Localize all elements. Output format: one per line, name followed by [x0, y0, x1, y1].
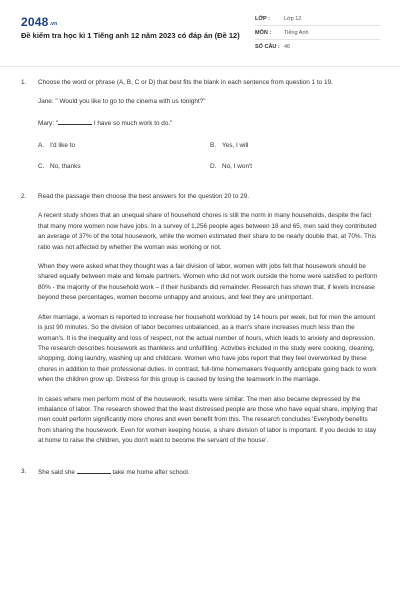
- option-key: C.: [38, 162, 45, 170]
- option-key: D.: [210, 162, 217, 170]
- question-3: [0, 467, 400, 478]
- exam-title: Đề kiểm tra học kì 1 Tiếng anh 12 năm 2023 có đáp án (Đề 12): [21, 31, 240, 40]
- question-1: [0, 78, 400, 88]
- questions-content: [0, 78, 400, 478]
- question-2: [0, 192, 400, 202]
- answer-options: [38, 141, 378, 172]
- sentence-suffix: take me home after school.: [112, 468, 190, 476]
- question-number: 1.: [21, 79, 27, 86]
- option-text: No, thanks: [50, 162, 81, 170]
- question-prompt: [38, 467, 378, 478]
- option-text: No, I won't: [222, 162, 252, 170]
- meta-row-question-count: [255, 40, 380, 54]
- answer-blank: [58, 118, 92, 125]
- option-key: B.: [210, 142, 217, 150]
- logo-suffix: .vn: [49, 21, 58, 27]
- question-prompt: Read the passage then choose the best answers for the question 20 to 29.: [38, 193, 250, 201]
- exam-meta: [255, 12, 380, 54]
- meta-value: 46: [284, 44, 291, 50]
- dialogue-line-jane: Jane: " Would you like to go to the cinema with us tonight?": [38, 98, 206, 106]
- meta-value: Lớp 12: [284, 15, 302, 22]
- logo-text: 2048: [21, 15, 49, 29]
- option-text: I'd like to: [50, 142, 76, 150]
- meta-label: MÔN :: [255, 29, 272, 36]
- dialogue-line-mary: [38, 118, 378, 129]
- option-d[interactable]: [210, 162, 378, 172]
- passage-paragraph: When they were asked what they thought was a fair division of labor, women with jobs felt that housework should be shared equally between male and female partners. Women who did not work outside the home were satisfied to perform 80% - the majority of the household work – if their husbands did remainder. Research has shown that, if levels increase beyond these percentages, women become unhappy and anxious, and feel they are unimportant.: [38, 263, 378, 302]
- option-key: A.: [38, 142, 45, 150]
- option-text: Yes, I will: [222, 142, 249, 150]
- question-prompt: Choose the word or phrase (A, B, C or D) that best fits the blank in each sentence from question 1 to 19.: [38, 79, 333, 86]
- passage-paragraph: After marriage, a woman is reported to increase her household workload by 14 hours per week, but for men the amount is just 90 minutes. So the division of labor becomes unbalanced, as a man's share increases much less than the woman's. It is the inequality and loss of respect, not the actual number of hours, which leads to anxiety and depression. The research describes housework as thankless and unfulfilling. Activities included in the study were cooking, cleaning, shopping, doing laundry, washing up and childcare. Women who have jobs report that they feel overworked by these chores in addition to their professional duties. In contrast, full-time homemakers frequently anticipate going back to work when the children grow up. Distress for this group is caused by losing the teamwork in the marriage.: [38, 313, 377, 384]
- option-c[interactable]: [38, 162, 210, 172]
- dialogue-prefix: Mary: ": [38, 119, 59, 127]
- dialogue-suffix: I have so much work to do.": [93, 119, 173, 127]
- meta-value: Tiếng Anh: [284, 29, 309, 36]
- header-divider: [0, 66, 400, 67]
- site-logo[interactable]: [21, 15, 57, 29]
- option-b[interactable]: [210, 141, 378, 151]
- passage-paragraph: In cases where men perform most of the housework, results were similar. The men also became depressed by the imbalance of labor. The research showed that the least distressed people are those who have equal share, implying that men could perform significantly more chores and even benefit from this. The research concludes 'Everybody benefits from sharing the housework. Even for women keeping house, a share division of labor is important. If you decide to stay at home to raise the children, you don't want to become the servant of the house'.: [38, 395, 378, 445]
- meta-row-subject: [255, 26, 380, 40]
- header: [0, 0, 400, 62]
- question-number: 3.: [21, 467, 27, 475]
- option-a[interactable]: [38, 141, 210, 151]
- meta-label: LỚP :: [255, 15, 270, 22]
- passage-paragraph: A recent study shows that an unequal share of household chores is still the norm in many households, despite the fact that many more women now have jobs. In a survey of 1,256 people ages between 18 and 65, men said they contributed an average of 37% of the total housework, while the women estimated their share to be nearly double that, at 70%. This ratio was not affected by whether the woman was working or not.: [38, 212, 377, 251]
- answer-blank: [77, 467, 111, 474]
- meta-label: SỐ CÂU :: [255, 44, 280, 50]
- meta-row-class: [255, 12, 380, 26]
- question-number: 2.: [21, 193, 27, 201]
- sentence-prefix: She said she: [38, 468, 75, 476]
